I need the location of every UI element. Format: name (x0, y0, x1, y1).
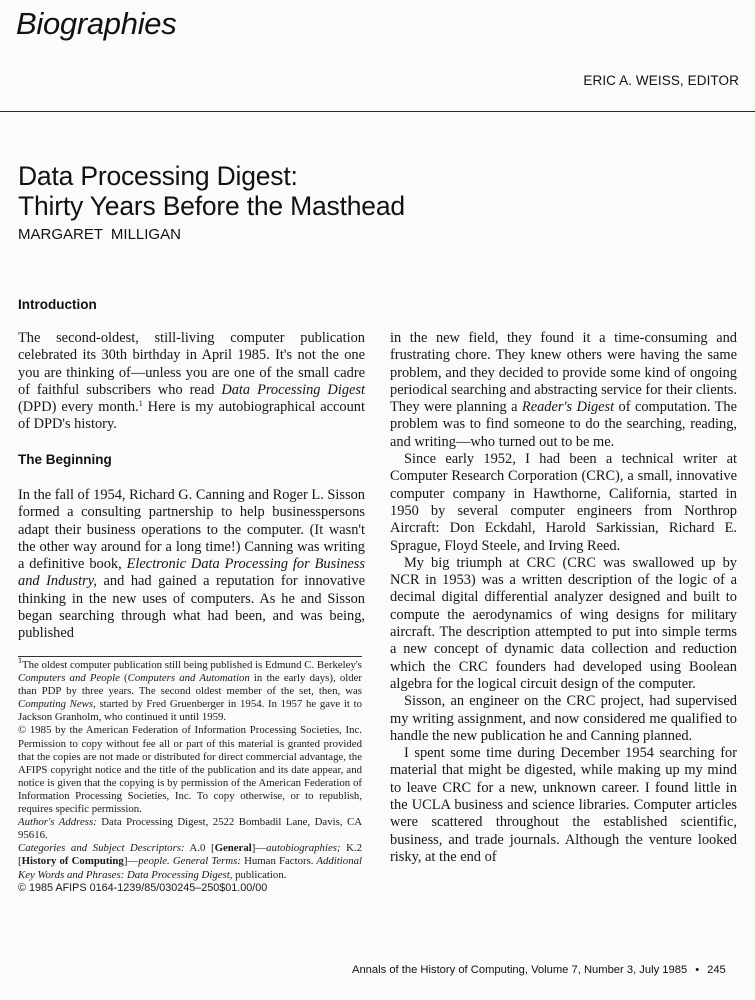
journal-citation: Annals of the History of Computing, Volume 7, Number 3, July 1985 (352, 964, 688, 976)
heading-introduction: Introduction (18, 297, 97, 312)
text: Computers and Automation (127, 672, 250, 685)
bullet-separator: • (695, 964, 700, 976)
text: General (214, 842, 252, 855)
paragraph: I spent some time during December 1954 searching for material that might be digested, while making up my mind to leave CRC for a new, unknown career. I found little in the UCLA business and science libraries. Computer articles were scattered throughout the established scientific, business, and trade journals. Although the venture looked risky, at the end of (390, 745, 737, 865)
text: A.0 [ (184, 842, 215, 855)
editor-credit: ERIC A. WEISS, EDITOR (583, 73, 739, 88)
paragraph: Since early 1952, I had been a technical writer at Computer Research Corporation (CRC), a small, innovative computer company in Hawthorne, California, started in 1950 by several computer engineers from Northrop Aircraft: Don Eckdahl, Harold Sarkissian, Richard E. Sprague, Floyd Steele, and Irving Reed. (390, 451, 737, 554)
copyright-notice: © 1985 by the American Federation of Information Processing Societies, Inc. Permission to copy without fee all or part of this material is granted provided that the copies are not made or distributed for direct commercial advantage, the AFIPS copyright notice and the title of the publication and its date appear, and notice is given that the copying is by permission of the American Federation of Information Processing Societies, Inc. To copy otherwise, or to republish, requires specific permission. (18, 724, 362, 816)
footnotes (18, 656, 363, 895)
text: K.2 [ (18, 842, 362, 868)
book-title: Electronic Data Processing for Business and Industry, (18, 556, 365, 590)
author-name: MARGARET MILLIGAN (18, 226, 181, 243)
title-line-2: Thirty Years Before the Masthead (18, 191, 405, 221)
text: publication. (232, 868, 287, 881)
footnote-rule (18, 656, 362, 657)
paragraph (390, 330, 737, 451)
paragraph: Sisson, an engineer on the CRC project, had supervised my writing assignment, and now considered me qualified to handle the new publication he and Canning planned. (390, 693, 737, 744)
label: Categories and Subject Descriptors: (18, 842, 185, 855)
text: Computers and People (18, 672, 120, 685)
text: in the early days), older than PDP by three years. The second oldest member of the set, then, was (18, 672, 363, 698)
text: History of Computing (21, 855, 124, 868)
text: of computation. The problem was to find someone to do the searching, reading, and writing—who turned out to be me. (390, 399, 738, 450)
author-address (18, 816, 362, 842)
text: autobiographies; (266, 842, 341, 855)
text: Human Factors. (240, 855, 314, 868)
text: ( (119, 672, 128, 685)
text: Data Processing Digest, (124, 868, 233, 881)
text: , started by Fred Gruenberger in 1954. In 1957 he gave it to Jackson Granholm, who continued it until 1959. (18, 698, 362, 724)
header-rule (0, 111, 755, 112)
publication-name: Reader's Digest (521, 399, 615, 416)
beginning-paragraph (18, 487, 365, 643)
article-title (18, 161, 405, 221)
text: in the new field, they found it a time-consuming and frustrating chore. They knew others were having the same problem, and they decided to provide some kind of ongoing periodical searching and abstracting service for their clients. They were planning a (390, 330, 737, 416)
publication-name: Data Processing Digest (221, 381, 365, 398)
page-footer (352, 964, 726, 976)
right-column (390, 330, 737, 866)
title-line-1: Data Processing Digest: (18, 161, 298, 191)
text: Computing News (18, 698, 94, 711)
page-number: 245 (707, 964, 726, 976)
label: Additional Key Words and Phrases: (18, 855, 362, 881)
text: The oldest computer publication still being published is Edmund C. Berkeley's (22, 659, 362, 671)
intro-paragraph (18, 330, 365, 434)
text: and had gained a reputation for innovative thinking in the new uses of computers. As he and Sisson began searching through what had been, and was being, published (18, 573, 366, 642)
afips-code: © 1985 AFIPS 0164-1239/85/030245–250$01.00/00 (18, 881, 268, 894)
text: (DPD) every month. (18, 399, 139, 416)
footnote-ref[interactable]: 1 (138, 399, 143, 409)
section-title: Biographies (16, 6, 177, 41)
text: people. (138, 855, 170, 868)
text: Data Processing Digest, 2522 Bombadil Lane, Davis, CA 95616. (18, 816, 362, 842)
text: ]— (251, 842, 267, 855)
label: Author's Address: (18, 816, 97, 829)
label: General Terms: (169, 855, 241, 868)
text: ]— (123, 855, 139, 868)
footnote-1 (18, 656, 363, 724)
heading-the-beginning: The Beginning (18, 452, 112, 467)
footnote-marker: 1 (18, 656, 22, 665)
text: In the fall of 1954, Richard G. Canning and Roger L. Sisson formed a consulting partnership to help businesspersons adapt their business operations to the computer. (It wasn't the other way around for a long time!) Canning was writing a definitive book, (18, 487, 365, 573)
text: Here is my autobiographical account of DPD's history. (18, 399, 366, 433)
subject-descriptors (18, 842, 362, 881)
text: The second-oldest, still-living computer publication celebrated its 30th birthday in April 1985. It's not the one you are thinking of—unless you are one of the small cadre of faithful subscribers who read (18, 330, 365, 398)
paragraph: My big triumph at CRC (CRC was swallowed up by NCR in 1953) was a written description of the logic of a decimal digital differential analyzer designed and built to compute the aerodynamics of wing designs for military aircraft. The description attempted to put into simple terms a new concept of dynamic data collection and reduction which the CRC founders had developed using Boolean algebra for the logical circuit design of the computer. (390, 554, 737, 692)
